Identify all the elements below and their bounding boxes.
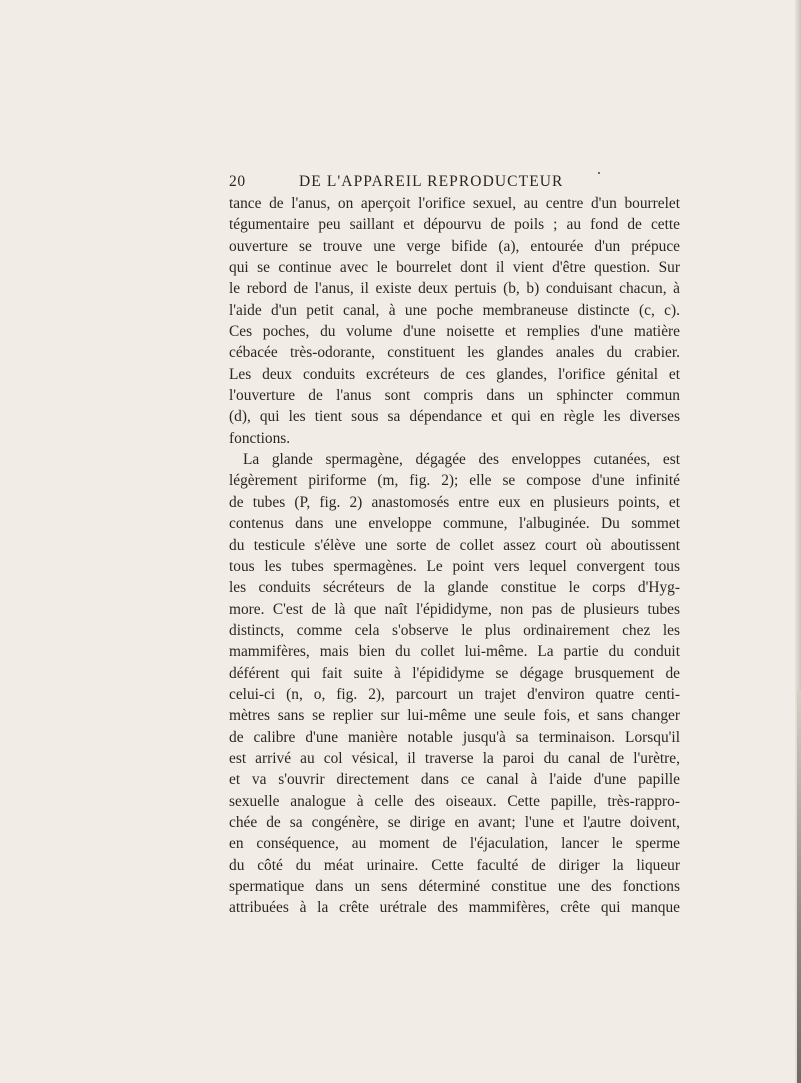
text-line: Les deux conduits excréteurs de ces glandes, l'orifice génital et xyxy=(229,365,680,383)
text-line: attribuées à la crête urétrale des mammifères, crête qui manque xyxy=(229,899,680,917)
text-line: spermatique dans un sens déterminé constitue une des fonctions xyxy=(229,878,680,895)
text-line: tégumentaire peu saillant et dépourvu de poils ; au fond de cette xyxy=(229,216,680,234)
text-line: ouverture se trouve une verge bifide (a), entourée d'un prépuce xyxy=(229,237,680,255)
page-edge-shadow xyxy=(797,690,801,1083)
text-line: le rebord de l'anus, il existe deux pertuis (b, b) conduisant chacun, à xyxy=(229,280,680,298)
text-line: déférent qui fait suite à l'épididyme se dégage brusquement de xyxy=(229,664,680,682)
text-line: l'aide d'un petit canal, à une poche membraneuse distincte (c, c). xyxy=(229,301,680,319)
text-line: sexuelle analogue à celle des oiseaux. Cette papille, très-rappro- xyxy=(229,792,680,810)
text-line: (d), qui les tient sous sa dépendance et qui en règle les diverses xyxy=(229,408,680,426)
text-line: du côté du méat urinaire. Cette faculté de diriger la liqueur xyxy=(229,856,680,874)
page-header xyxy=(229,173,680,193)
body-text xyxy=(229,193,680,919)
text-line: more. C'est de là que naît l'épididyme, non pas de plusieurs tubes xyxy=(229,600,680,618)
text-line: en conséquence, au moment de l'éjaculation, lancer le sperme xyxy=(229,835,680,853)
text-line: mammifères, mais bien du collet lui-même. La partie du conduit xyxy=(229,643,680,661)
text-line: les conduits sécréteurs de la glande constitue le corps d'Hyg- xyxy=(229,579,680,597)
text-line: et va s'ouvrir directement dans ce canal à l'aide d'une papille xyxy=(229,771,680,789)
text-line: tous les tubes spermagènes. Le point vers lequel convergent tous xyxy=(229,557,680,575)
text-line: de calibre d'une manière notable jusqu'à sa terminaison. Lorsqu'il xyxy=(229,728,680,746)
text-line: est arrivé au col vésical, il traverse la paroi du canal de l'urètre, xyxy=(229,749,680,767)
text-line: légèrement piriforme (m, fig. 2); elle se compose d'une infinité xyxy=(229,472,680,490)
running-head: DE L'APPAREIL REPRODUCTEUR xyxy=(299,173,564,190)
text-line: l'ouverture de l'anus sont compris dans un sphincter commun xyxy=(229,387,680,405)
text-line: tance de l'anus, on aperçoit l'orifice sexuel, au centre d'un bourrelet xyxy=(229,195,680,212)
text-line: La glande spermagène, dégagée des enveloppes cutanées, est xyxy=(243,451,680,469)
text-line: celui-ci (n, o, fig. 2), parcourt un trajet d'environ quatre centi- xyxy=(229,685,680,703)
text-line: qui se continue avec le bourrelet dont il vient d'être question. Sur xyxy=(229,259,680,277)
paragraph-2 xyxy=(229,449,680,919)
text-line: cébacée très-odorante, constituent les glandes anales du crabier. xyxy=(229,344,680,362)
text-line: chée de sa congénère, se dirige en avant; l'une et l'autre doivent, xyxy=(229,813,680,831)
text-line: de tubes (P, fig. 2) anastomosés entre eux en plusieurs points, et xyxy=(229,493,680,511)
text-line: distincts, comme cela s'observe le plus ordinairement chez les xyxy=(229,621,680,639)
text-line: Ces poches, du volume d'une noisette et remplies d'une matière xyxy=(229,323,680,341)
text-line: du testicule s'élève une sorte de collet assez court où aboutissent xyxy=(229,536,680,554)
paragraph-1 xyxy=(229,193,680,449)
text-line: mètres sans se replier sur lui-même une seule fois, et sans changer xyxy=(229,707,680,725)
text-line: contenus dans une enveloppe commune, l'albuginée. Du sommet xyxy=(229,515,680,533)
text-line: fonctions. xyxy=(229,429,291,447)
page-number: 20 xyxy=(229,173,246,190)
